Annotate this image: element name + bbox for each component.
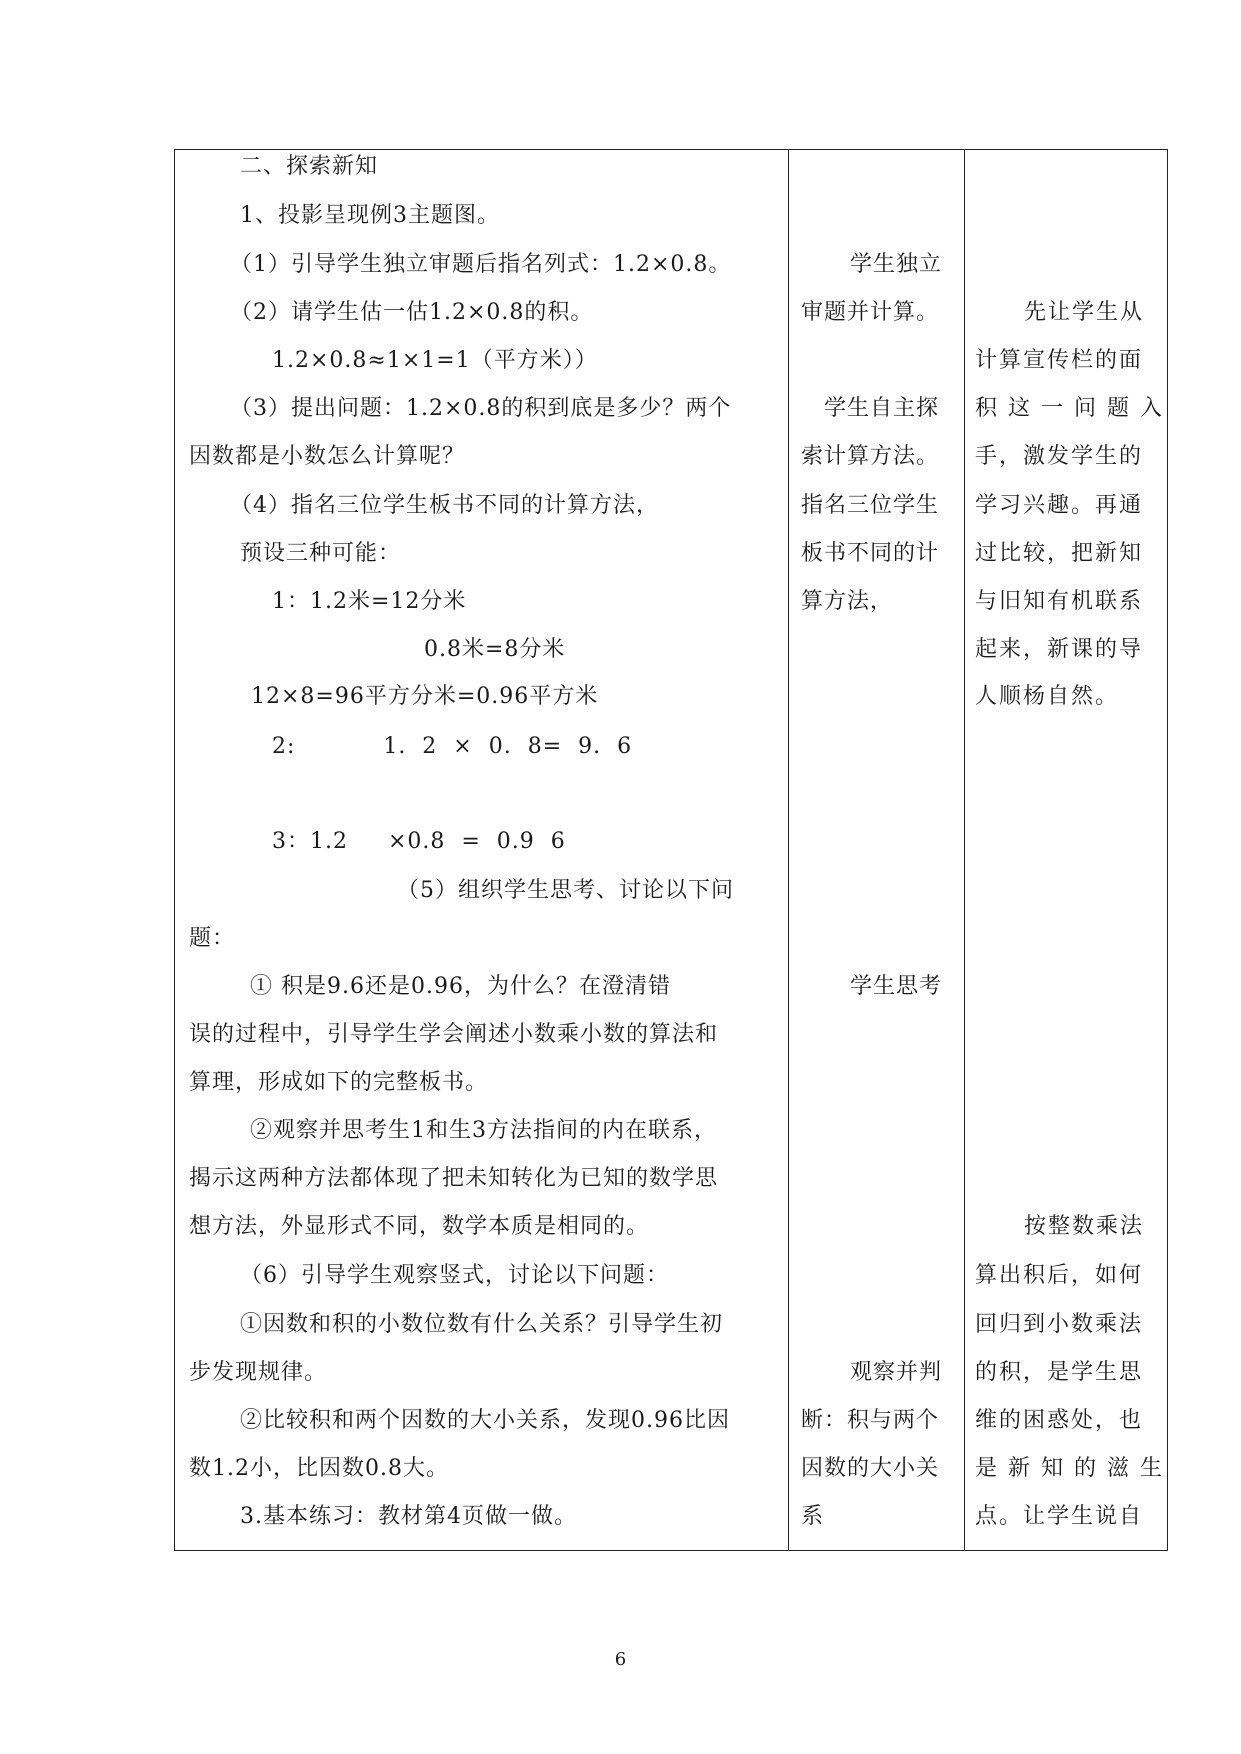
intent-line: 是新知的滋生: [975, 1456, 1174, 1481]
section-heading: 二、探索新知: [240, 154, 379, 179]
process-line: 1.2×0.8≈1×1=1（平方米））: [272, 348, 598, 373]
process-line: 数1.2小，比因数0.8大。: [189, 1456, 449, 1481]
process-line: 步发现规律。: [189, 1360, 328, 1385]
activity-line: 板书不同的计: [801, 541, 940, 566]
intent-line: 学习兴趣。再通: [975, 493, 1144, 518]
process-line: ②比较积和两个因数的大小关系，发现0.96比因: [240, 1408, 730, 1433]
activity-line: 算方法，: [801, 589, 894, 614]
intent-line: 与旧知有机联系: [975, 589, 1144, 614]
intent-line: 人顺杨自然。: [975, 684, 1120, 709]
activity-line: 学生思考: [850, 974, 943, 999]
activity-line: 审题并计算。: [801, 300, 940, 325]
intent-line: 点。让学生说自: [975, 1504, 1144, 1529]
intent-line: 先让学生从: [1024, 300, 1145, 325]
process-line: 题：: [189, 926, 236, 951]
activity-line: 系: [801, 1504, 825, 1529]
process-line: （1）引导学生独立审题后指名列式：1.2×0.8。: [230, 252, 732, 277]
process-line: 预设三种可能：: [240, 541, 402, 566]
activity-line: 断：积与两个: [801, 1408, 940, 1433]
process-line: （4）指名三位学生板书不同的计算方法，: [230, 493, 659, 518]
process-line: ①因数和积的小数位数有什么关系？引导学生初: [240, 1312, 724, 1337]
activity-line: 观察并判: [850, 1360, 943, 1385]
intent-line: 起来，新课的导: [975, 637, 1144, 662]
intent-line: 积这一问题入: [975, 396, 1174, 421]
intent-line: 按整数乘法: [1024, 1214, 1145, 1239]
activity-line: 索计算方法。: [801, 444, 940, 469]
intent-line: 算出积后，如何: [975, 1263, 1144, 1288]
process-line: 2: 1. 2 × 0. 8= 9. 6: [272, 734, 633, 759]
activity-line: 指名三位学生: [801, 493, 940, 518]
process-line: 3.基本练习：教材第4页做一做。: [240, 1504, 577, 1529]
process-line: ① 积是9.6还是0.96，为什么？在澄清错: [250, 974, 671, 999]
column-divider-1: [788, 150, 789, 1550]
process-line: 算理，形成如下的完整板书。: [189, 1070, 489, 1095]
process-line: 1：1.2米=12分米: [272, 589, 467, 614]
process-line: （2）请学生估一估1.2×0.8的积。: [230, 300, 594, 325]
process-line: 1、投影呈现例3主题图。: [240, 203, 500, 228]
intent-line: 回归到小数乘法: [975, 1312, 1144, 1337]
page-number: 6: [614, 1649, 627, 1670]
intent-line: 计算宣传栏的面: [975, 348, 1144, 373]
process-line: 12×8=96平方分米=0.96平方米: [251, 684, 599, 709]
intent-line: 维的困惑处，也: [975, 1408, 1144, 1433]
process-line: （5）组织学生思考、讨论以下问: [397, 878, 734, 903]
process-line: ②观察并思考生1和生3方法指间的内在联系，: [250, 1118, 717, 1143]
intent-line: 的积，是学生思: [975, 1360, 1144, 1385]
process-line: 0.8米=8分米: [424, 637, 566, 662]
process-line: 揭示这两种方法都体现了把未知转化为已知的数学思: [189, 1166, 719, 1191]
process-line: （3）提出问题：1.2×0.8的积到底是多少？两个: [230, 396, 732, 421]
intent-line: 过比较，把新知: [975, 541, 1144, 566]
activity-line: 学生自主探: [824, 396, 940, 421]
activity-line: 学生独立: [850, 252, 943, 277]
process-line: （6）引导学生观察竖式，讨论以下问题：: [240, 1263, 669, 1288]
process-line: 想方法，外显形式不同，数学本质是相同的。: [189, 1214, 650, 1239]
activity-line: 因数的大小关: [801, 1456, 940, 1481]
intent-line: 手，激发学生的: [975, 444, 1144, 469]
process-line: 因数都是小数怎么计算呢？: [189, 444, 466, 469]
process-line: 3：1.2 ×0.8 = 0.9 6: [272, 829, 566, 854]
column-divider-2: [964, 150, 965, 1550]
process-line: 误的过程中，引导学生学会阐述小数乘小数的算法和: [189, 1022, 719, 1047]
